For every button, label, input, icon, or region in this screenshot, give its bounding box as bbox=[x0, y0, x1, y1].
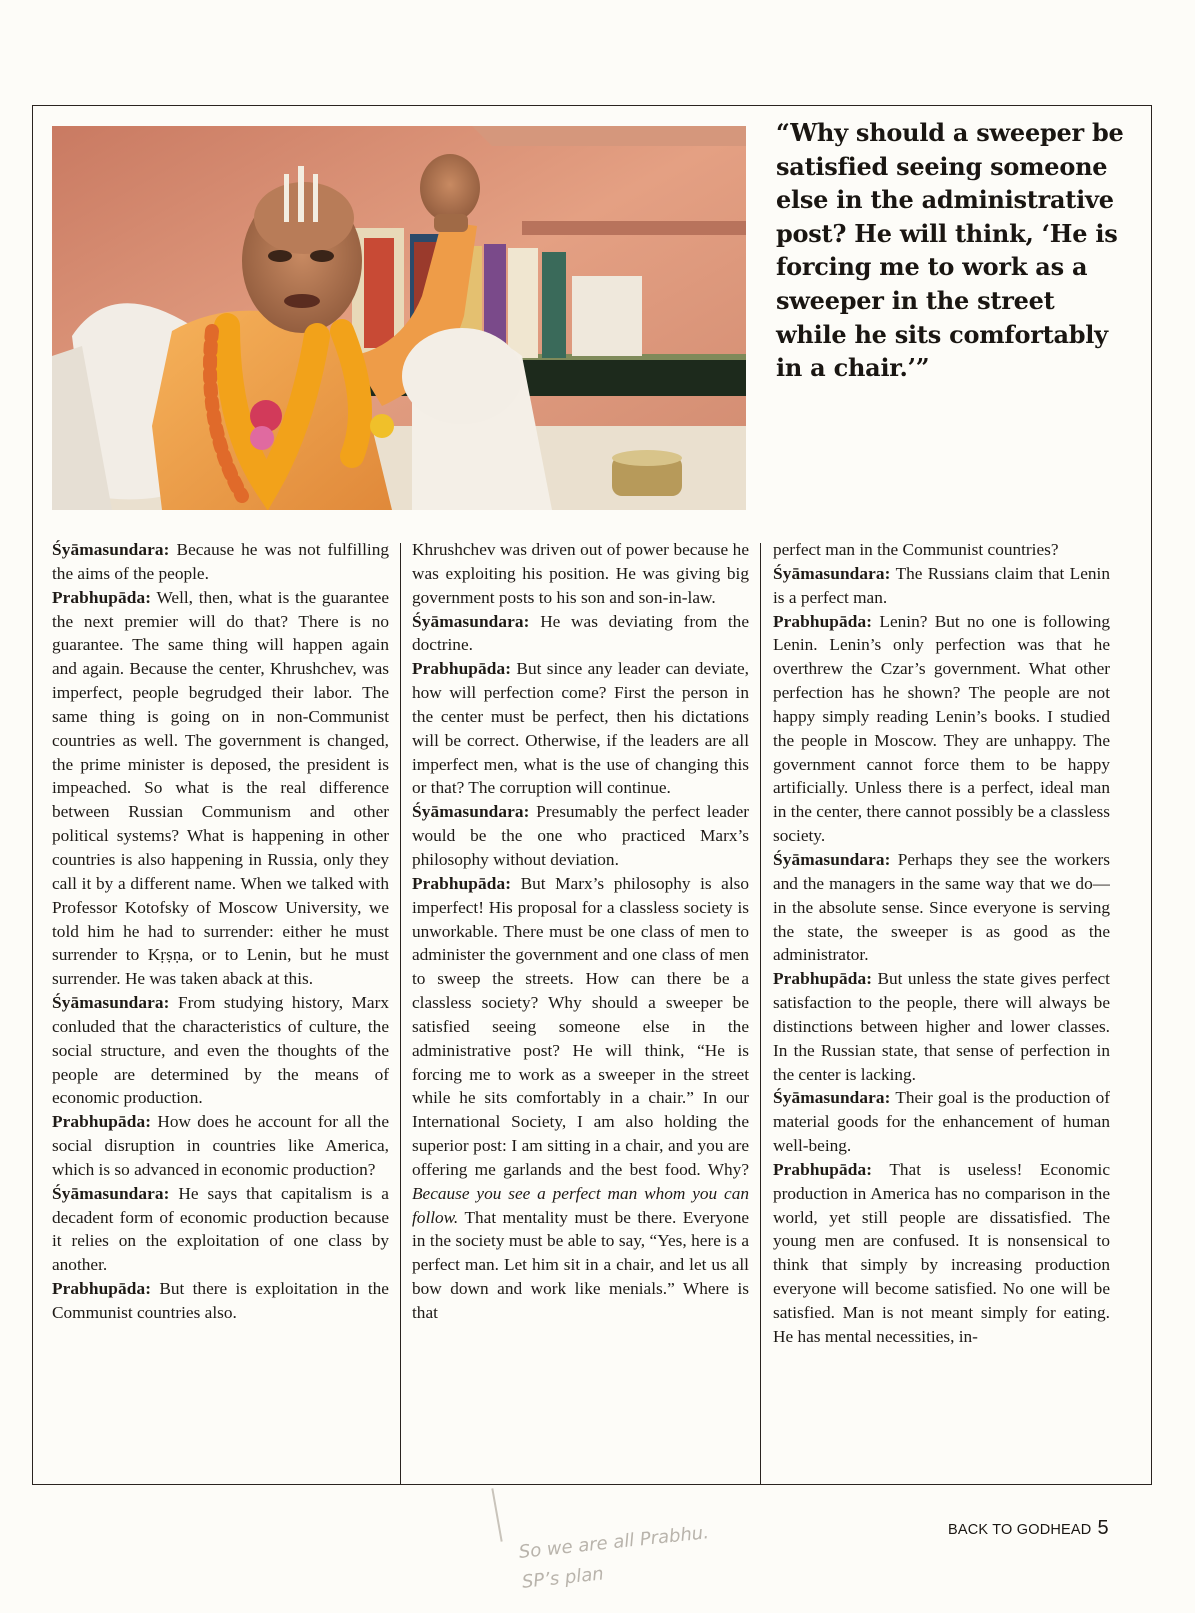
paragraph bbox=[412, 538, 749, 610]
speaker-label: Śyāmasundara: bbox=[52, 540, 170, 559]
pull-quote: “Why should a sweeper be satisfied seeing someone else in the administrative post? He will think, ‘He is forcing me to work as a sweeper in the street while he sits comfortably in a chair.’” bbox=[776, 118, 1124, 383]
handwritten-line: SP’s plan bbox=[520, 1563, 605, 1593]
paragraph-text: But since any leader can deviate, how will perfection come? First the person in the center must be perfect, then his dictations will be correct. Otherwise, if the leaders are all imperfect men, what is the use of changing this or that? The corruption will continue. bbox=[412, 659, 749, 798]
paragraph-text: perfect man in the Communist countries? bbox=[773, 540, 1059, 559]
paragraph bbox=[773, 562, 1110, 610]
paragraph-text: He says that capitalism is a decadent form of economic production because it relies on the exploitation of one class by another. bbox=[52, 1183, 389, 1275]
paragraph bbox=[52, 1110, 389, 1182]
paragraph bbox=[412, 610, 749, 658]
paragraph bbox=[412, 657, 749, 800]
column-divider bbox=[760, 543, 761, 1485]
paragraph bbox=[773, 1086, 1110, 1158]
pencil-mark bbox=[491, 1488, 502, 1542]
photo-of-srila-prabhupada bbox=[52, 126, 746, 510]
article-column-3 bbox=[773, 538, 1110, 1476]
paragraph-text: He was deviating from the doctrine. bbox=[412, 611, 749, 655]
paragraph-text: Lenin? But no one is following Lenin. Lenin’s only perfection was that he overthrew the Czar’s government. What other perfection has he shown? The people are not happy simply reading Lenin’s books. I studied the people in Moscow. They are unhappy. The government cannot force them to be happy artificially. Unless there is a perfect, ideal man in the center, there cannot possibly be a classless society. bbox=[773, 611, 1110, 846]
speaker-label: Śyāmasundara: bbox=[52, 1183, 170, 1203]
speaker-label: Śyāmasundara: bbox=[52, 993, 170, 1013]
paragraph bbox=[773, 538, 1110, 562]
paragraph-text: Well, then, what is the guarantee the next premier will do that? There is no guarantee. The same thing will happen again and again. Because the center, Khrushchev, was imperfect, people begrudged their labor. The same thing is going on in non-Communist countries as well. The government is changed, the prime minister is deposed, the president is impeached. So what is the real difference between Russian Communism and other political systems? What is happening in other countries is also happening in Russia, only they call it by a different name. When we talked with Professor Kotofsky of Moscow University, we told him he had to surrender: either he must surrender to Kṛṣṇa, or to Lenin, but he must surrender. He was taken aback at this. bbox=[52, 587, 389, 989]
paragraph-text: Because he was not fulfilling the aims of the people. bbox=[52, 540, 389, 583]
paragraph-text: From studying history, Marx conluded that the characteristics of culture, the social structure, and even the thoughts of the people are determined by the means of economic production. bbox=[52, 993, 389, 1108]
paragraph-text: But Marx’s philosophy is also imperfect! His proposal for a classless society is unworkable. There must be one class of men to administer the government and one class of men to sweep the streets. How can there be a classless society? Why should a sweeper be satisfied seeing someone else in the administrative post? He will think, “He is forcing me to work as a sweeper in the street while he sits comfortably in a chair.” In our International Society, I am also holding the superior post: I am sitting in a chair, and you are offering me garlands and the best food. Why? bbox=[412, 873, 749, 1179]
paragraph bbox=[773, 610, 1110, 848]
speaker-label: Prabhupāda: bbox=[773, 969, 873, 989]
paragraph-text: Perhaps they see the workers and the managers in the same way that we do—in the absolute sense. Since everyone is serving the state, the sweeper is as good as the administrator. bbox=[773, 849, 1110, 965]
speaker-label: Prabhupāda: bbox=[52, 1112, 152, 1132]
paragraph-text: Presumably the perfect leader would be the one who practiced Marx’s philosophy without deviation. bbox=[412, 802, 749, 869]
paragraph bbox=[52, 1277, 389, 1325]
paragraph bbox=[52, 586, 389, 991]
speaker-label: Śyāmasundara: bbox=[412, 802, 530, 822]
paragraph bbox=[412, 872, 749, 1325]
article-column-1 bbox=[52, 538, 389, 1476]
page-number: 5 bbox=[1097, 1517, 1109, 1539]
speaker-label: Prabhupāda: bbox=[412, 873, 512, 893]
speaker-label: Śyāmasundara: bbox=[773, 849, 891, 869]
paragraph-text: But unless the state gives perfect satisfaction to the people, there will always be distinctions between higher and lower classes. In the Russian state, that sense of perfection in the center is lacking. bbox=[773, 969, 1110, 1084]
paragraph-text: Khrushchev was driven out of power because he was exploiting his position. He was giving big government posts to his son and son-in-law. bbox=[412, 540, 749, 607]
paragraph-text: Their goal is the production of material goods for the enhancement of human well-being. bbox=[773, 1088, 1110, 1156]
paragraph-text: But there is exploitation in the Communist countries also. bbox=[52, 1279, 389, 1322]
paragraph bbox=[52, 1182, 389, 1277]
speaker-label: Śyāmasundara: bbox=[773, 563, 891, 583]
speaker-label: Prabhupāda: bbox=[52, 587, 152, 607]
paragraph-text: The Russians claim that Lenin is a perfect man. bbox=[773, 563, 1110, 607]
paragraph bbox=[773, 1158, 1110, 1349]
magazine-name: BACK TO GODHEAD bbox=[948, 1522, 1092, 1538]
speaker-label: Śyāmasundara: bbox=[773, 1088, 891, 1108]
paragraph-text: That mentality must be there. Everyone in the society must be able to say, “Yes, here is a perfect man. Let him sit in a chair, and let us all bow down and work like menials.” Where is that bbox=[412, 1207, 749, 1322]
speaker-label: Prabhupāda: bbox=[412, 659, 512, 679]
paragraph bbox=[52, 538, 389, 586]
page-footer bbox=[948, 1517, 1109, 1540]
paragraph-text: That is useless! Economic production in America has no comparison in the world, yet still people are dissatisfied. The young men are confused. It is nonsensical to think that simply by increasing production everyone will become satisfied. No one will be satisfied. Man is not meant simply for eating. He has mental necessities, in- bbox=[773, 1159, 1110, 1346]
speaker-label: Prabhupāda: bbox=[773, 611, 873, 631]
paragraph bbox=[52, 991, 389, 1110]
paragraph bbox=[773, 967, 1110, 1086]
column-divider bbox=[400, 543, 401, 1485]
handwritten-note bbox=[517, 1518, 713, 1598]
photo-illustration bbox=[52, 126, 746, 510]
paragraph bbox=[773, 848, 1110, 967]
speaker-label: Prabhupāda: bbox=[773, 1159, 873, 1179]
paragraph-text: How does he account for all the social disruption in countries like America, which is so advanced in economic production? bbox=[52, 1112, 389, 1179]
paragraph bbox=[412, 800, 749, 872]
handwritten-line: So we are all Prabhu. bbox=[517, 1522, 710, 1564]
speaker-label: Prabhupāda: bbox=[52, 1279, 152, 1299]
speaker-label: Śyāmasundara: bbox=[412, 611, 530, 631]
article-column-2 bbox=[412, 538, 749, 1476]
italic-text: Because you see a perfect man whom you can follow. bbox=[412, 1183, 749, 1227]
